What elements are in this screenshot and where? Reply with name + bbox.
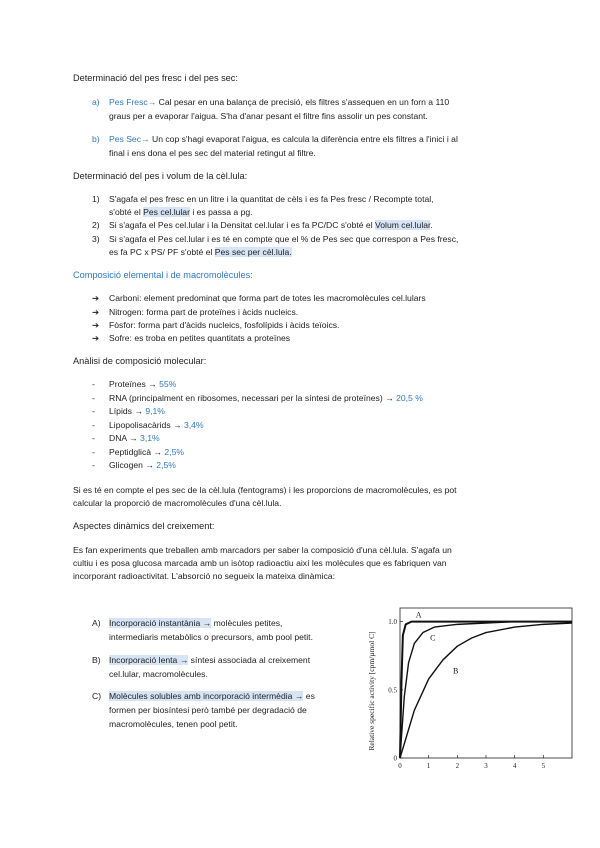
y-tick-label: 0.5 (388, 686, 397, 695)
x-tick-label: 0 (398, 762, 402, 770)
item-text: i es passa a pg. (189, 207, 253, 217)
item-marker: a) (92, 97, 100, 107)
item-text: Cal pesar en una balança de precisió, els filtres s'assequen en un forn a 110 (156, 97, 450, 107)
section-heading-molecular: Anàlisi de composició molecular: (73, 356, 207, 366)
percent-value: 55% (159, 379, 177, 389)
highlight-dry-weight-per-cell: Pes sec per cèl.lula. (214, 247, 292, 257)
item-text: molècules petites, (211, 618, 283, 628)
y-axis-label: Relative specific activity [cpm/µmol C] (367, 631, 376, 751)
paragraph-line: incorporant radioactivitat. L'absorció no segueix la mateixa dinàmica: (73, 571, 335, 581)
list-item: Lipopolisacàrids → (109, 420, 184, 430)
percent-value: 2,5% (156, 460, 176, 470)
item-text: Si s'agafa el Pes cel.lular i es té en compte que el % de Pes sec que correspon a Pes fresc, (109, 234, 459, 244)
y-tick-label: 1.0 (388, 618, 397, 627)
list-item: Carboni: element predominat que forma part de totes les macromolècules cel.lulars (109, 293, 426, 303)
item-marker: 1) (92, 194, 100, 204)
item-text: es fa PC x PS/ PF s'obté el (109, 247, 215, 257)
incorporation-chart (362, 600, 582, 782)
list-item: RNA (principalment en ribosomes, necessari per la síntesi de proteïnes) → (109, 393, 397, 403)
list-item: Peptidglicà → (109, 447, 165, 457)
item-text-cont: intermediaris metabòlics o precursors, amb pool petit. (109, 632, 313, 642)
arrow-bullet-icon: ➔ (92, 320, 100, 330)
percent-value: 9,1% (145, 406, 165, 416)
item-text: es (303, 691, 315, 701)
item-text: . (430, 220, 433, 230)
dash-bullet: - (92, 460, 95, 470)
dash-bullet: - (92, 379, 95, 389)
percent-value: 3,1% (140, 433, 160, 443)
item-marker: B) (92, 655, 101, 665)
percent-value: 20,5 % (396, 393, 423, 403)
paragraph-line: Es fan experiments que treballen amb marcadors per saber la composició d'una cèl.lula. S'agafa un (73, 545, 452, 555)
list-item: DNA → (109, 433, 141, 443)
section-heading-dynamics: Aspectes dinàmics del creixement: (73, 521, 215, 531)
item-marker: 2) (92, 220, 100, 230)
x-tick-label: 3 (484, 762, 488, 770)
item-text: s'obté el (109, 207, 144, 217)
x-tick-label: 4 (512, 762, 517, 770)
x-tick-label: 2 (455, 762, 460, 770)
series-label-A: A (415, 610, 422, 620)
arrow-bullet-icon: ➔ (92, 307, 100, 317)
highlight-instant: Incorporació instantània → (109, 618, 212, 628)
item-text: Si s'agafa el Pes cel.lular i la Densitat cel.lular i es fa PC/DC s'obté el (109, 220, 375, 230)
list-item: Fòsfor: forma part d'àcids nucleics, fosfolípids i àcids teïoics. (109, 320, 340, 330)
section-heading-weight: Determinació del pes fresc i del pes sec: (73, 73, 238, 83)
x-tick-label: 5 (541, 762, 546, 770)
item-text: Un cop s'hagi evaporat l'aigua, es calcula la diferència entre els filtres a l'inici i al (149, 134, 458, 144)
series-label-B: B (453, 666, 459, 676)
list-item: Proteïnes → (109, 379, 160, 389)
item-text-cont: formen per biosíntesi però també per degradació de (109, 705, 307, 715)
list-item: Nitrogen: forma part de proteïnes i àcids nucleics. (109, 307, 299, 317)
paragraph-line: Si es té en compte el pes sec de la cèl.lula (fentograms) i les proporcions de macromolècules, es pot (73, 485, 457, 495)
item-text-cont: final i ens dona el pes sec del material retingut al filtre. (109, 148, 316, 158)
x-tick-label: 1 (426, 762, 431, 770)
arrow-bullet-icon: ➔ (92, 293, 100, 303)
percent-value: 2,5% (164, 447, 185, 457)
dash-bullet: - (92, 393, 95, 403)
item-text: S'agafa el pes fresc en un litre i la quantitat de cèls i es fa Pes fresc / Recompte total, (109, 194, 434, 204)
highlight-cell-volume: Volum cel.lular (375, 220, 431, 230)
paragraph-line: calcular la proporció de macromolècules d'una cèl.lula. (73, 498, 282, 508)
series-label-C: C (430, 633, 436, 643)
section-heading-elemental: Composició elemental i de macromolècules: (73, 270, 253, 280)
item-marker: A) (92, 618, 101, 628)
item-text-cont: macromolècules, tenen pool petit. (109, 719, 238, 729)
dash-bullet: - (92, 406, 95, 416)
arrow-bullet-icon: ➔ (92, 333, 100, 343)
term-fresh-weight: Pes Fresc→ (109, 97, 157, 107)
list-item: Glicogen → (109, 460, 157, 470)
paragraph-line: cultiu i es posa glucosa marcada amb un isòtop radioactiu així les molècules que es fabriquen van (73, 558, 447, 568)
list-item: Sofre: es troba en petites quantitats a proteïnes (109, 333, 291, 343)
section-heading-cell-volume: Determinació del pes i volum de la cèl.lula: (73, 171, 248, 181)
item-marker: C) (92, 691, 102, 701)
series-line-B (400, 623, 572, 758)
list-item: Lípids → (109, 406, 146, 416)
item-marker: 3) (92, 234, 100, 244)
y-tick-label: 0 (393, 754, 397, 763)
percent-value: 3,4% (184, 420, 204, 430)
highlight-cell-weight: Pes cel.lular (143, 207, 190, 217)
series-line-A (400, 622, 572, 758)
item-text-cont: graus per a evaporar l'aigua. S'ha d'anar pesant el filtre fins assolir un pes constant. (109, 111, 428, 121)
item-marker: b) (92, 134, 100, 144)
dash-bullet: - (92, 433, 95, 443)
highlight-slow: Incorporació lenta → (109, 655, 189, 665)
item-text-cont: cel.lular, macromolècules. (109, 669, 208, 679)
dash-bullet: - (92, 420, 95, 430)
term-dry-weight: Pes Sec→ (109, 134, 150, 144)
item-text: síntesi associada al creixement (188, 655, 311, 665)
dash-bullet: - (92, 447, 95, 457)
highlight-intermediate: Molècules solubles amb incorporació intermèdia → (109, 691, 304, 701)
series-line-C (400, 622, 572, 758)
